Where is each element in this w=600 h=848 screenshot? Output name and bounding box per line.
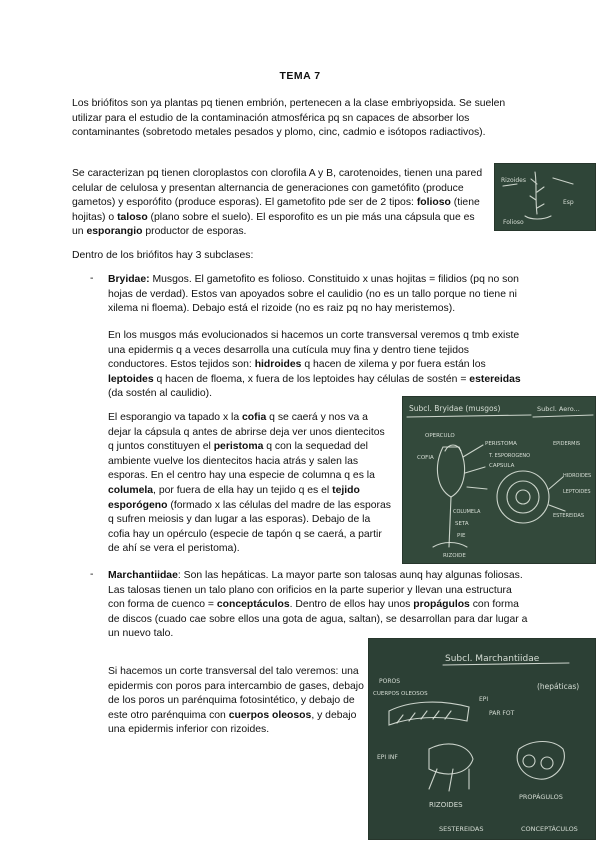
- text: q hacen de floema, x fuera de los leptoides hay células de sostén =: [153, 373, 470, 385]
- term-taloso: taloso: [117, 211, 148, 223]
- board1-label: Folioso: [503, 219, 524, 226]
- text: : Son las hepáticas. La mayor parte son talosas aunq hay algunas foliosas. Las talosas tienen un talo plano con orificios en la parte superior y llevan una estructura con forma de cuenco =: [108, 570, 523, 611]
- text: , y debajo una epidermis inferior con rizoides.: [108, 709, 357, 736]
- board2-label: T. ESPOROGENO: [489, 453, 531, 459]
- text: (formado x las células del madre de las esporas q sufren meiosis y dan lugar a las esporas). Debajo de la cofia hay un opérculo (especie de tapón q se caerá, a partir de ahí se vera el peristoma).: [108, 499, 391, 555]
- marchantiidae-paragraph: [108, 569, 528, 642]
- term-marchantiidae: Marchantiidae: [108, 570, 178, 581]
- board2-label: RIZOIDE: [443, 553, 466, 559]
- board2-title: Subcl. Bryidae (musgos): [409, 404, 501, 413]
- board3-label: CUERPOS OLEOSOS: [373, 691, 428, 697]
- board2-label: EPIDERMIS: [553, 441, 581, 447]
- term-hidroides: hidroides: [254, 359, 302, 371]
- text: Musgos. El gametofito es folioso. Constituido x unas hojitas = filidios (pq no son hojas de verdad). Estos van apoyados sobre el caulidio (no es un tallo porque no tiene ni xilema ni floema). Debajo está el rizoide (no es raiz pq no hay meristemos).: [108, 274, 519, 315]
- board2-label: COLUMELA: [453, 509, 481, 515]
- text: q se caerá y nos va a dejar la cápsula q antes de abrirse deja ver unos dientecitos q juntos constituyen el: [108, 412, 385, 453]
- intro-paragraph: Los briófitos son ya plantas pq tienen embrión, pertenecen a la clase embriyopsida. Se suelen utilizar para el estudio de la contaminación atmosférica pq sn capaces de absorber los contaminantes (sobretodo metales pesados y plomo, cinc, cadmio e isótopos radiactivos).: [72, 98, 506, 139]
- text: Se caracterizan pq tienen cloroplastos con clorofila A y B, carotenoides, tienen una pared celular de celulosa y presentan alternancia de generaciones con gametófito (produce gametos) y esporófito (produce esporas). El gametofito pde ser de 2 tipos:: [72, 168, 483, 209]
- term-cuerpos-oleosos: cuerpos oleosos: [228, 709, 312, 721]
- text: En los musgos más evolucionados si hacemos un corte transversal veremos q tmb existe una epidermis q a veces desarrolla una cutícula muy fina y dentro tiene tejidos conductores. Estos tejidos son:: [108, 330, 520, 371]
- term-tejido-esporogeno: tejido esporógeno: [108, 484, 360, 511]
- term-leptoides: leptoides: [108, 373, 154, 385]
- bryidae-esporangio-paragraph: [108, 411, 392, 557]
- chalkboard-photo-gametofito: [494, 163, 596, 231]
- board3-label: EPI: [479, 696, 489, 703]
- text: q con la sequedad del ambiente vuelve los dientecitos hacia atrás y salen las esporas. En el centro hay una especie de columna q es la: [108, 441, 375, 482]
- board2-label: OPERCULO: [425, 433, 455, 439]
- board2-label: SETA: [455, 521, 469, 527]
- board2-label: LEPTOIDES: [563, 489, 591, 495]
- text: , por fuera de ella hay un tejido q es el: [153, 484, 333, 496]
- chalkboard-photo-bryidae: [402, 396, 596, 564]
- text: Si hacemos un corte transversal del talo veremos: una epidermis con poros para intercambio de gases, debajo de los poros un parénquima fotosintético, y debajo de este otro parénquima con: [108, 666, 364, 721]
- board3-label: EPI INF: [377, 754, 398, 761]
- text: productor de esporas.: [142, 226, 247, 238]
- bullet-marker: -: [90, 273, 94, 284]
- board3-label: RIZOIDES: [429, 801, 463, 809]
- term-esporangio: esporangio: [86, 226, 143, 238]
- text: (da sostén al caulidio).: [108, 388, 212, 400]
- board3-label: PAR FOT: [489, 710, 515, 717]
- board1-label: Esp: [563, 199, 574, 206]
- term-estereidas: estereidas: [469, 373, 521, 385]
- board3-label: CONCEPTÁCULOS: [521, 825, 578, 833]
- text: (tiene hojitas) o: [72, 197, 480, 223]
- board2-label: CAPSULA: [489, 463, 515, 469]
- term-propagulos: propágulos: [413, 599, 470, 611]
- text: q hacen de xilema y por fuera están los: [301, 359, 486, 371]
- board3-title-right: (hepáticas): [537, 682, 580, 691]
- board2-label: HIDROIDES: [563, 473, 592, 479]
- marchantiidae-corte-paragraph: [108, 665, 366, 738]
- page-title: TEMA 7: [279, 70, 321, 82]
- board2-label: COFIA: [417, 455, 434, 461]
- board1-label: Rizoides: [501, 177, 526, 184]
- term-bryidae: Bryidae:: [108, 274, 150, 285]
- text: con forma de discos (cuado cae sobre ellos una gota de agua, saltan), se desarrollan para dar lugar a un nuevo talo.: [108, 599, 528, 640]
- term-columela: columela: [108, 484, 154, 496]
- board2-label: ESTEREIDAS: [553, 513, 585, 519]
- chalkboard-photo-marchantiidae: [368, 638, 596, 840]
- board2-label: PIE: [457, 533, 466, 539]
- bryidae-paragraph: [108, 273, 528, 317]
- term-cofia: cofia: [242, 412, 267, 423]
- text: (plano sobre el suelo). El esporofito es un pie más una cápsula que es un: [72, 211, 475, 238]
- board2-title-right: Subcl. Aero...: [537, 405, 580, 413]
- subclases-intro: Dentro de los briófitos hay 3 subclases:: [72, 250, 254, 261]
- board3-label: SESTEREIDAS: [439, 825, 484, 833]
- board3-label: POROS: [379, 678, 401, 685]
- characteristics-paragraph: [72, 167, 488, 240]
- board3-title: Subcl. Marchantiidae: [445, 654, 540, 664]
- bryidae-corte-paragraph: [108, 329, 528, 402]
- term-conceptaculos: conceptáculos: [216, 599, 290, 611]
- term-folioso: folioso: [416, 197, 451, 209]
- board3-label: PROPÁGULOS: [519, 793, 563, 801]
- text: . Dentro de ellos hay unos: [289, 599, 414, 611]
- text: El esporangio va tapado x la: [108, 412, 243, 423]
- bullet-marker: -: [90, 569, 94, 580]
- board2-label: PERISTOMA: [485, 441, 517, 447]
- term-peristoma: peristoma: [213, 441, 264, 453]
